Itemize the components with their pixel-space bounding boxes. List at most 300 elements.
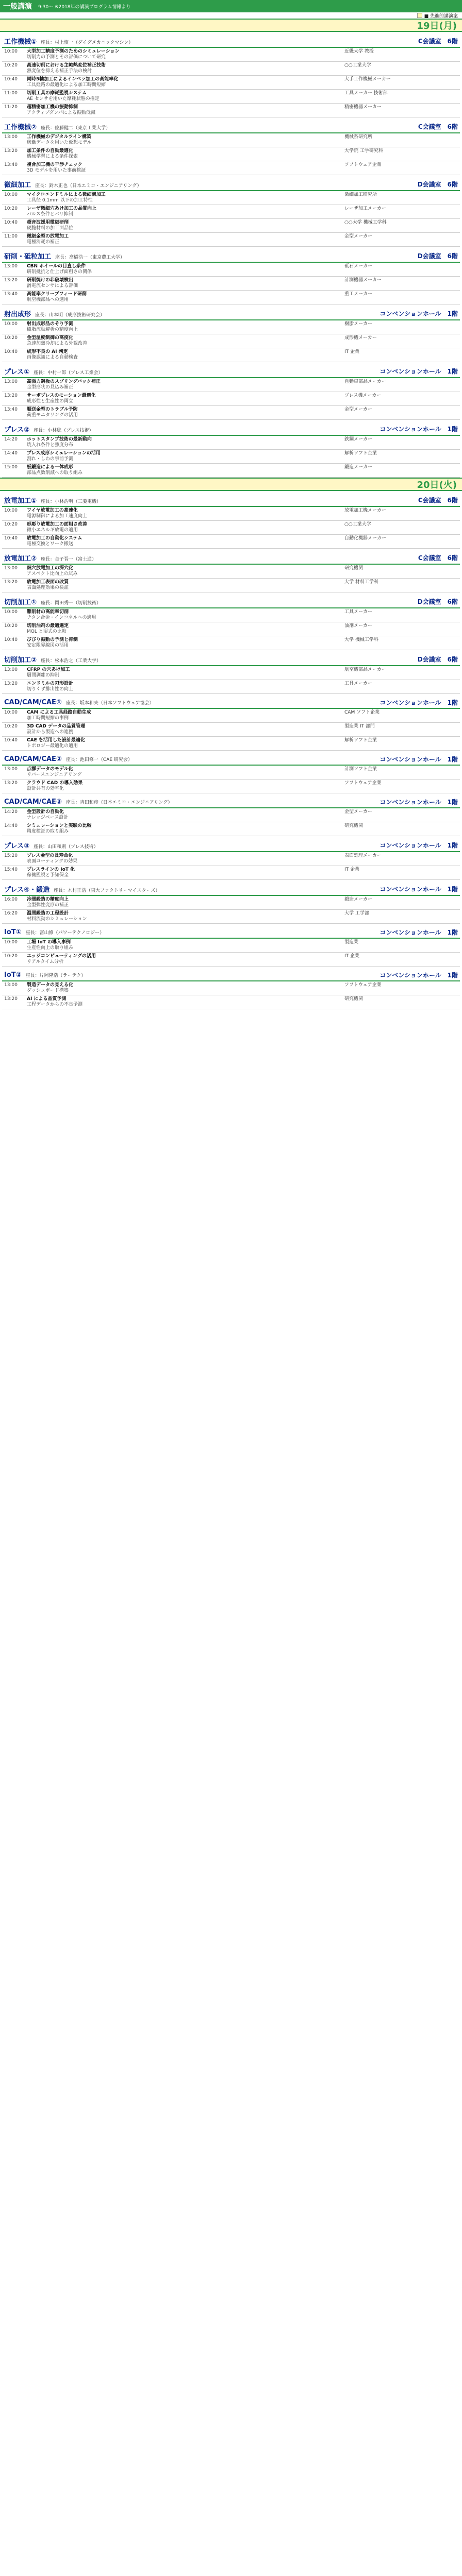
session-room: コンベンションホール 1階 bbox=[380, 426, 458, 433]
talk-abstract: 電極消耗の補正 bbox=[27, 240, 60, 245]
talk-time: 11:00 bbox=[2, 90, 25, 104]
session-header-left bbox=[4, 424, 93, 434]
talk-row bbox=[2, 147, 460, 161]
talk-body bbox=[25, 191, 342, 205]
talk-body bbox=[25, 896, 342, 910]
talk-row bbox=[2, 104, 460, 117]
talk-body bbox=[25, 378, 342, 392]
talk-speaker: ○○大学 機械工学科 bbox=[342, 219, 460, 233]
session-header-left bbox=[4, 755, 133, 763]
session-block bbox=[2, 839, 460, 880]
talk-table bbox=[2, 852, 460, 880]
talk-speaker: レーザ加工メーカー bbox=[342, 205, 460, 219]
talk-body bbox=[25, 62, 342, 76]
talk-time: 13:40 bbox=[2, 291, 25, 304]
session-title: 微細加工 bbox=[4, 181, 31, 189]
talk-time: 15:00 bbox=[2, 464, 25, 478]
session-chair: 座長：佐藤健二（東京工業大学） bbox=[41, 126, 111, 131]
talk-row bbox=[2, 910, 460, 924]
talk-time: 10:20 bbox=[2, 622, 25, 636]
talk-abstract: 画像認識による自動検査 bbox=[27, 355, 78, 360]
session-chair: 座長：片岡隆浩（ラーテク） bbox=[25, 973, 86, 978]
talk-title: 放電加工の自動化システム bbox=[27, 536, 82, 541]
talk-abstract: AE センサを用いた摩耗状態の推定 bbox=[27, 96, 100, 101]
talk-title: 切削油剤の最適選定 bbox=[27, 623, 69, 629]
talk-speaker: 近畿大学 教授 bbox=[342, 48, 460, 62]
talk-title: 順送金型のトラブル予防 bbox=[27, 407, 78, 412]
talk-row bbox=[2, 392, 460, 406]
talk-row bbox=[2, 852, 460, 866]
talk-row bbox=[2, 737, 460, 751]
talk-table bbox=[2, 378, 460, 420]
talk-row bbox=[2, 709, 460, 723]
talk-abstract: パルス条件とバリ抑制 bbox=[27, 212, 73, 217]
talk-speaker: 重工メーカー bbox=[342, 291, 460, 304]
talk-speaker: プレス機メーカー bbox=[342, 392, 460, 406]
talk-table bbox=[2, 608, 460, 650]
talk-abstract: 微小エネルギ放電の適用 bbox=[27, 528, 78, 533]
session-title: CAD/CAM/CAE② bbox=[4, 755, 62, 763]
talk-body bbox=[25, 995, 342, 1009]
talk-title: プレス成形シミュレーションの活用 bbox=[27, 451, 101, 456]
talk-row bbox=[2, 521, 460, 535]
talk-title: 冷間鍛造の精度向上 bbox=[27, 897, 69, 902]
session-chair: 座長：坂本和夫（日本ソフトウェア協会） bbox=[65, 701, 154, 706]
talk-row bbox=[2, 622, 460, 636]
talk-row bbox=[2, 133, 460, 147]
talk-row bbox=[2, 48, 460, 62]
talk-abstract: 稼働監視と予知保全 bbox=[27, 873, 69, 878]
talk-time: 13:20 bbox=[2, 995, 25, 1009]
session-chair: 座長：村上慎一（ダイダメカニックマシン） bbox=[41, 40, 134, 45]
session-header bbox=[2, 796, 460, 808]
talk-time: 10:40 bbox=[2, 636, 25, 650]
talk-row bbox=[2, 953, 460, 967]
program-content bbox=[0, 19, 462, 1009]
talk-speaker: 金型メーカー bbox=[342, 808, 460, 822]
session-chair: 座長：金子晋一（富士通） bbox=[41, 557, 97, 562]
talk-time: 13:20 bbox=[2, 277, 25, 291]
session-block bbox=[2, 883, 460, 924]
talk-speaker: 樹脂メーカー bbox=[342, 320, 460, 334]
talk-title: 板鍛造による一体成形 bbox=[27, 465, 74, 470]
talk-title: ホットスタンプ技術の最新動向 bbox=[27, 437, 92, 442]
talk-title: 温間鍛造の工程設計 bbox=[27, 911, 69, 916]
talk-title: 研削焼けの非破壊検出 bbox=[27, 278, 74, 283]
talk-title: 加工条件の自動最適化 bbox=[27, 148, 74, 154]
talk-table bbox=[2, 565, 460, 592]
talk-body bbox=[25, 709, 342, 723]
session-chair: 座長：小林浩明（三菱電機） bbox=[41, 499, 102, 504]
talk-title: 製造データの見える化 bbox=[27, 982, 74, 988]
session-block bbox=[2, 927, 460, 967]
session-title: 切削加工① bbox=[4, 599, 37, 606]
session-title: IoT① bbox=[4, 928, 22, 936]
talk-title: AI による品質予測 bbox=[27, 996, 67, 1002]
talk-time: 13:00 bbox=[2, 263, 25, 277]
talk-row bbox=[2, 277, 460, 291]
talk-title: エンドミルの刃形設計 bbox=[27, 681, 74, 686]
talk-body bbox=[25, 133, 342, 147]
talk-body bbox=[25, 147, 342, 161]
talk-time: 10:00 bbox=[2, 320, 25, 334]
talk-time: 10:20 bbox=[2, 205, 25, 219]
talk-row bbox=[2, 939, 460, 953]
session-title: 研削・砥粒加工 bbox=[4, 253, 52, 261]
talk-row bbox=[2, 205, 460, 219]
session-header-left bbox=[4, 884, 160, 894]
session-header bbox=[2, 653, 460, 666]
talk-time: 13:20 bbox=[2, 147, 25, 161]
talk-body bbox=[25, 436, 342, 450]
session-title: CAD/CAM/CAE① bbox=[4, 699, 62, 706]
talk-speaker: 鍛造メーカー bbox=[342, 464, 460, 478]
talk-row bbox=[2, 822, 460, 836]
talk-title: クラウド CAD の導入効果 bbox=[27, 781, 83, 786]
talk-title: 金型温度制御の高度化 bbox=[27, 335, 74, 341]
talk-abstract: 工具経路の最適化による加工時間短縮 bbox=[27, 82, 106, 88]
talk-row bbox=[2, 579, 460, 592]
session-block bbox=[2, 308, 460, 362]
session-header bbox=[2, 596, 460, 608]
talk-abstract: 焼入れ条件と強度分布 bbox=[27, 443, 74, 448]
talk-title: レーザ微細穴あけ加工の品質向上 bbox=[27, 206, 97, 211]
talk-abstract: リバースエンジニアリング bbox=[27, 772, 82, 777]
talk-speaker: 精密機器メーカー bbox=[342, 104, 460, 117]
session-room: C会議室 6階 bbox=[418, 554, 458, 562]
talk-abstract: 渦電流センサによる評価 bbox=[27, 283, 78, 289]
legend-row bbox=[0, 12, 462, 19]
talk-body bbox=[25, 779, 342, 793]
talk-table bbox=[2, 436, 460, 478]
session-room: D会議室 6階 bbox=[417, 656, 458, 663]
session-header-left bbox=[4, 366, 103, 376]
talk-abstract: 電源制御による加工速度向上 bbox=[27, 514, 88, 519]
talk-row bbox=[2, 666, 460, 680]
session-room: コンベンションホール 1階 bbox=[380, 972, 458, 979]
talk-row bbox=[2, 636, 460, 650]
talk-body bbox=[25, 161, 342, 175]
talk-speaker: 放電加工機メーカー bbox=[342, 507, 460, 521]
session-header bbox=[2, 927, 460, 939]
talk-time: 13:40 bbox=[2, 406, 25, 420]
talk-time: 15:40 bbox=[2, 866, 25, 880]
talk-abstract: 表面コーティングの効果 bbox=[27, 859, 78, 864]
talk-speaker: 大学 材料工学科 bbox=[342, 579, 460, 592]
session-header bbox=[2, 697, 460, 709]
session-room: コンベンションホール 1階 bbox=[380, 799, 458, 806]
session-title: プレス② bbox=[4, 426, 30, 434]
talk-abstract: 工具径 0.1mm 以下の加工特性 bbox=[27, 198, 93, 203]
talk-body bbox=[25, 521, 342, 535]
talk-row bbox=[2, 565, 460, 579]
talk-speaker: 自動車部品メーカー bbox=[342, 378, 460, 392]
talk-title: 工場 IoT の導入事例 bbox=[27, 940, 71, 945]
talk-title: シミュレーションと実験の比較 bbox=[27, 823, 92, 828]
talk-speaker: 航空機部品メーカー bbox=[342, 666, 460, 680]
session-header-left bbox=[4, 597, 101, 606]
talk-time: 10:20 bbox=[2, 953, 25, 967]
talk-body bbox=[25, 450, 342, 464]
session-header-left bbox=[4, 179, 142, 189]
session-header-left bbox=[4, 840, 98, 850]
talk-speaker: 機械系研究所 bbox=[342, 133, 460, 147]
talk-time: 13:00 bbox=[2, 378, 25, 392]
talk-abstract: 金型形状の見込み補正 bbox=[27, 385, 74, 390]
session-chair: 座長：鈴木正也（日本エミコ・エンジニアリング） bbox=[35, 183, 142, 189]
talk-title: CBN ホイールの目直し条件 bbox=[27, 264, 86, 269]
talk-body bbox=[25, 104, 342, 117]
session-title: IoT② bbox=[4, 971, 22, 979]
talk-speaker: 研究機関 bbox=[342, 995, 460, 1009]
session-room: C会議室 6階 bbox=[418, 123, 458, 130]
talk-body bbox=[25, 622, 342, 636]
talk-row bbox=[2, 62, 460, 76]
talk-abstract: 安定限界線図の活用 bbox=[27, 643, 69, 648]
talk-title: 金型設計の自動化 bbox=[27, 809, 64, 815]
talk-body bbox=[25, 291, 342, 304]
session-room: コンベンションホール 1階 bbox=[380, 368, 458, 375]
talk-abstract: 表面処理効果の検証 bbox=[27, 585, 69, 590]
talk-table bbox=[2, 263, 460, 304]
session-title: プレス③ bbox=[4, 842, 30, 850]
talk-row bbox=[2, 219, 460, 233]
session-title: 放電加工② bbox=[4, 555, 37, 563]
talk-body bbox=[25, 76, 342, 90]
talk-table bbox=[2, 666, 460, 694]
session-header bbox=[2, 839, 460, 852]
talk-title: CAM による工具経路自動生成 bbox=[27, 710, 91, 715]
talk-abstract: 切りくず排出性の向上 bbox=[27, 687, 74, 692]
talk-body bbox=[25, 981, 342, 995]
talk-speaker: 研究機関 bbox=[342, 565, 460, 579]
talk-abstract: 樹脂流動解析の精度向上 bbox=[27, 327, 78, 332]
talk-title: 微細金型の放電加工 bbox=[27, 234, 69, 239]
talk-abstract: ナレッジベース設計 bbox=[27, 815, 69, 820]
talk-row bbox=[2, 378, 460, 392]
talk-body bbox=[25, 48, 342, 62]
talk-time: 13:20 bbox=[2, 579, 25, 592]
talk-row bbox=[2, 995, 460, 1009]
talk-speaker: 微細加工研究所 bbox=[342, 191, 460, 205]
talk-speaker: ○○工業大学 bbox=[342, 62, 460, 76]
session-title: 放電加工① bbox=[4, 497, 37, 505]
talk-time: 13:00 bbox=[2, 565, 25, 579]
talk-row bbox=[2, 191, 460, 205]
talk-row bbox=[2, 766, 460, 779]
session-block bbox=[2, 178, 460, 247]
talk-row bbox=[2, 90, 460, 104]
talk-table bbox=[2, 981, 460, 1009]
header-note: 9:30〜 ※2018年の講演プログラム情報より bbox=[38, 4, 131, 10]
talk-abstract: 部品点数削減への取り組み bbox=[27, 470, 83, 476]
talk-title: 工作機械のデジタルツイン構築 bbox=[27, 134, 92, 140]
talk-speaker: 計測ソフト企業 bbox=[342, 766, 460, 779]
talk-time: 13:00 bbox=[2, 666, 25, 680]
talk-title: エッジコンピューティングの活用 bbox=[27, 954, 96, 959]
talk-speaker: IT 企業 bbox=[342, 348, 460, 362]
talk-time: 10:20 bbox=[2, 723, 25, 737]
session-block bbox=[2, 552, 460, 592]
talk-time: 10:20 bbox=[2, 334, 25, 348]
talk-title: ワイヤ放電加工の高速化 bbox=[27, 508, 78, 513]
talk-title: 点群データのモデル化 bbox=[27, 767, 73, 772]
session-title: 射出成形 bbox=[4, 311, 31, 318]
session-block bbox=[2, 697, 460, 751]
talk-title: びびり振動の予測と抑制 bbox=[27, 637, 78, 642]
talk-abstract: 荷重モニタリングの活用 bbox=[27, 413, 78, 418]
talk-body bbox=[25, 723, 342, 737]
talk-time: 10:00 bbox=[2, 608, 25, 622]
session-chair: 座長：吉田和彦（日本エミコ・エンジニアリング） bbox=[65, 800, 173, 805]
talk-title: 難削材の高能率切削 bbox=[27, 609, 69, 615]
talk-body bbox=[25, 348, 342, 362]
talk-table bbox=[2, 48, 460, 117]
talk-title: 形彫り放電加工の面粗さ改善 bbox=[27, 522, 88, 527]
talk-body bbox=[25, 277, 342, 291]
session-title: 工作機械② bbox=[4, 124, 37, 131]
session-room: コンベンションホール 1階 bbox=[380, 756, 458, 763]
talk-speaker: IT 企業 bbox=[342, 953, 460, 967]
talk-row bbox=[2, 866, 460, 880]
talk-speaker: 成形機メーカー bbox=[342, 334, 460, 348]
talk-body bbox=[25, 953, 342, 967]
day-banner: 20日(火) bbox=[0, 478, 462, 491]
talk-table bbox=[2, 808, 460, 836]
talk-abstract: 設計から製造への連携 bbox=[27, 730, 74, 735]
talk-title: 成形不良の AI 判定 bbox=[27, 349, 68, 354]
talk-time: 11:20 bbox=[2, 104, 25, 117]
talk-body bbox=[25, 666, 342, 680]
talk-abstract: アスペクト比向上の試み bbox=[27, 571, 78, 577]
talk-time: 13:00 bbox=[2, 133, 25, 147]
talk-speaker: ○○工業大学 bbox=[342, 521, 460, 535]
talk-title: 射出成形品のそり予測 bbox=[27, 321, 74, 327]
talk-abstract: リアルタイム分析 bbox=[27, 959, 64, 964]
talk-time: 10:40 bbox=[2, 76, 25, 90]
talk-body bbox=[25, 205, 342, 219]
session-block bbox=[2, 121, 460, 175]
talk-time: 10:00 bbox=[2, 48, 25, 62]
talk-abstract: 設計共有の効率化 bbox=[27, 786, 64, 791]
session-room: D会議室 6階 bbox=[417, 252, 458, 260]
talk-abstract: MQL と湿式の比較 bbox=[27, 629, 67, 634]
session-block bbox=[2, 796, 460, 836]
legend-label: ■ 先進的講演案 bbox=[424, 13, 458, 19]
talk-row bbox=[2, 464, 460, 478]
talk-table bbox=[2, 507, 460, 549]
talk-abstract: 電極交換とワーク搬送 bbox=[27, 541, 74, 547]
talk-abstract: 急速加熱冷却による外観改善 bbox=[27, 341, 88, 346]
talk-abstract: 成形性と生産性の両立 bbox=[27, 399, 74, 404]
talk-time: 16:00 bbox=[2, 896, 25, 910]
talk-title: 高能率クリープフィード研削 bbox=[27, 292, 87, 297]
talk-title: 細穴放電加工の深穴化 bbox=[27, 566, 74, 571]
session-header bbox=[2, 970, 460, 981]
talk-title: 高速切削における主軸熱変位補正技術 bbox=[27, 63, 106, 68]
session-title: プレス① bbox=[4, 368, 30, 376]
talk-row bbox=[2, 436, 460, 450]
session-block bbox=[2, 653, 460, 694]
talk-time: 14:40 bbox=[2, 450, 25, 464]
session-chair: 座長：木村正浩（東大ファクトリーマイスターズ） bbox=[54, 888, 160, 893]
talk-table bbox=[2, 766, 460, 793]
talk-time: 13:20 bbox=[2, 392, 25, 406]
talk-abstract: チタン合金・インコネルへの適用 bbox=[27, 615, 96, 620]
talk-time: 14:40 bbox=[2, 822, 25, 836]
session-header-left bbox=[4, 495, 101, 505]
talk-row bbox=[2, 680, 460, 694]
talk-body bbox=[25, 939, 342, 953]
talk-speaker: ソフトウェア企業 bbox=[342, 161, 460, 175]
talk-table bbox=[2, 939, 460, 967]
talk-speaker: 金型メーカー bbox=[342, 233, 460, 247]
talk-speaker: 砥石メーカー bbox=[342, 263, 460, 277]
talk-body bbox=[25, 219, 342, 233]
talk-speaker: 自動化機器メーカー bbox=[342, 535, 460, 549]
talk-body bbox=[25, 680, 342, 694]
session-block bbox=[2, 596, 460, 650]
talk-abstract: 工程データからの不良予測 bbox=[27, 1002, 83, 1007]
talk-title: サーボプレスのモーション最適化 bbox=[27, 393, 96, 398]
session-header bbox=[2, 178, 460, 191]
session-header-left bbox=[4, 971, 86, 979]
talk-title: 超音波援用微細研削 bbox=[27, 220, 69, 225]
session-header bbox=[2, 552, 460, 565]
talk-row bbox=[2, 76, 460, 90]
talk-time: 10:40 bbox=[2, 219, 25, 233]
session-room: コンベンションホール 1階 bbox=[380, 842, 458, 849]
talk-abstract: ダッシュボード構築 bbox=[27, 988, 69, 993]
session-room: コンベンションホール 1階 bbox=[380, 929, 458, 936]
talk-abstract: トポロジー最適化の適用 bbox=[27, 743, 78, 749]
talk-body bbox=[25, 852, 342, 866]
session-room: コンベンションホール 1階 bbox=[380, 310, 458, 317]
talk-body bbox=[25, 579, 342, 592]
talk-time: 14:20 bbox=[2, 436, 25, 450]
session-room: コンベンションホール 1階 bbox=[380, 699, 458, 706]
talk-speaker: 研究機関 bbox=[342, 822, 460, 836]
talk-time: 10:00 bbox=[2, 191, 25, 205]
talk-time: 13:00 bbox=[2, 766, 25, 779]
talk-row bbox=[2, 507, 460, 521]
talk-abstract: 機械学習による条件探索 bbox=[27, 154, 78, 159]
session-block bbox=[2, 365, 460, 420]
talk-speaker: IT 企業 bbox=[342, 866, 460, 880]
talk-table bbox=[2, 709, 460, 751]
talk-title: 高張力鋼板のスプリングバック補正 bbox=[27, 379, 101, 384]
session-header bbox=[2, 494, 460, 507]
talk-table bbox=[2, 320, 460, 362]
talk-body bbox=[25, 866, 342, 880]
session-room: C会議室 6階 bbox=[418, 38, 458, 45]
talk-time: 10:40 bbox=[2, 348, 25, 362]
talk-time: 10:00 bbox=[2, 507, 25, 521]
talk-speaker: 大学 工学部 bbox=[342, 910, 460, 924]
talk-body bbox=[25, 464, 342, 478]
session-block bbox=[2, 494, 460, 549]
talk-time: 14:20 bbox=[2, 808, 25, 822]
talk-title: CFRP の穴あけ加工 bbox=[27, 667, 70, 672]
talk-abstract: 層間剥離の抑制 bbox=[27, 673, 60, 678]
session-chair: 座長：岡田秀一（切削技術） bbox=[41, 601, 102, 606]
talk-speaker: 大学 機械工学科 bbox=[342, 636, 460, 650]
talk-body bbox=[25, 406, 342, 420]
session-title: 切削加工② bbox=[4, 656, 37, 664]
talk-title: プレス金型の長寿命化 bbox=[27, 853, 73, 858]
talk-time: 15:20 bbox=[2, 852, 25, 866]
talk-row bbox=[2, 334, 460, 348]
